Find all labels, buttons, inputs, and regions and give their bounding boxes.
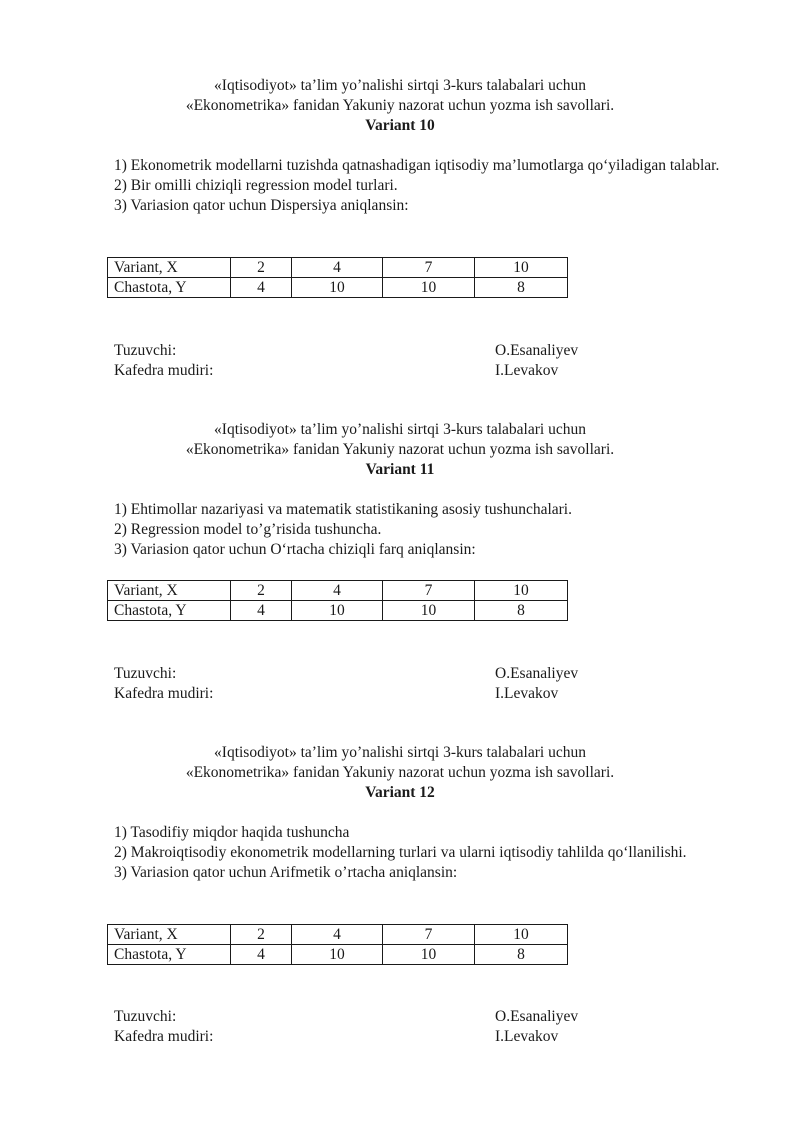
table-cell: 10 <box>475 925 568 945</box>
table-cell: 10 <box>383 278 475 298</box>
question-1: 1) Ekonometrik modellarni tuzishda qatnashadigan iqtisodiy ma’lumotlarga qo‘yiladigan talablar. <box>114 157 720 174</box>
author-name: O.Esanaliyev <box>495 665 579 682</box>
table-cell: 4 <box>231 278 292 298</box>
header-line-2: «Ekonometrika» fanidan Yakuniy nazorat uchun yozma ish savollari. <box>185 441 615 458</box>
table-row <box>108 278 568 298</box>
frequency-table <box>107 257 568 298</box>
table-row <box>108 601 568 621</box>
signature-block <box>114 341 714 381</box>
author-name: O.Esanaliyev <box>495 1008 579 1025</box>
table-cell: 10 <box>475 258 568 278</box>
head-name: I.Levakov <box>495 1028 559 1045</box>
table-cell: 4 <box>292 258 383 278</box>
variant-header <box>0 743 800 803</box>
question-3: 3) Variasion qator uchun O‘rtacha chiziqli farq aniqlansin: <box>114 541 476 558</box>
signature-row <box>114 361 714 381</box>
signature-row <box>114 1027 714 1047</box>
author-name: O.Esanaliyev <box>495 342 579 359</box>
row-label: Variant, X <box>108 925 231 945</box>
row-label: Chastota, Y <box>108 601 231 621</box>
head-name: I.Levakov <box>495 362 559 379</box>
signature-row <box>114 1007 714 1027</box>
signature-block <box>114 1007 714 1047</box>
table-row <box>108 945 568 965</box>
table-cell: 7 <box>383 258 475 278</box>
table-cell: 8 <box>475 945 568 965</box>
header-line-1: «Iqtisodiyot» ta’lim yo’nalishi sirtqi 3-kurs talabalari uchun <box>214 421 586 438</box>
row-label: Variant, X <box>108 581 231 601</box>
question-3: 3) Variasion qator uchun Arifmetik o’rtacha aniqlansin: <box>114 864 458 881</box>
signature-row <box>114 684 714 704</box>
table-cell: 8 <box>475 278 568 298</box>
header-line-2: «Ekonometrika» fanidan Yakuniy nazorat uchun yozma ish savollari. <box>185 97 615 114</box>
question-2: 2) Regression model to’g’risida tushuncha. <box>114 521 382 538</box>
question-3: 3) Variasion qator uchun Dispersiya aniqlansin: <box>114 197 409 214</box>
table-cell: 10 <box>383 945 475 965</box>
table-row <box>108 581 568 601</box>
variant-11-block <box>0 420 800 560</box>
header-line-1: «Iqtisodiyot» ta’lim yo’nalishi sirtqi 3-kurs talabalari uchun <box>214 77 586 94</box>
frequency-table <box>107 580 568 621</box>
signature-row <box>114 341 714 361</box>
head-name: I.Levakov <box>495 685 559 702</box>
head-role: Kafedra mudiri: <box>114 685 214 702</box>
table-cell: 10 <box>292 601 383 621</box>
table-cell: 4 <box>292 925 383 945</box>
row-label: Chastota, Y <box>108 278 231 298</box>
frequency-table <box>107 924 568 965</box>
question-1: 1) Ehtimollar nazariyasi va matematik statistikaning asosiy tushunchalari. <box>114 501 572 518</box>
table-cell: 2 <box>231 258 292 278</box>
table-cell: 2 <box>231 581 292 601</box>
signature-row <box>114 664 714 684</box>
author-role: Tuzuvchi: <box>114 665 177 682</box>
variant-header <box>0 76 800 136</box>
head-role: Kafedra mudiri: <box>114 1028 214 1045</box>
table-cell: 10 <box>383 601 475 621</box>
table-cell: 4 <box>292 581 383 601</box>
table-cell: 10 <box>292 945 383 965</box>
question-list <box>114 500 744 560</box>
question-1: 1) Tasodifiy miqdor haqida tushuncha <box>114 824 350 841</box>
question-2: 2) Makroiqtisodiy ekonometrik modellarning turlari va ularni iqtisodiy tahlilda qo‘llanilishi. <box>114 844 687 861</box>
row-label: Variant, X <box>108 258 231 278</box>
header-line-1: «Iqtisodiyot» ta’lim yo’nalishi sirtqi 3-kurs talabalari uchun <box>214 744 586 761</box>
variant-title: Variant 10 <box>365 117 435 134</box>
signature-block <box>114 664 714 704</box>
variant-12-block <box>0 743 800 883</box>
table-cell: 7 <box>383 925 475 945</box>
table-cell: 4 <box>231 945 292 965</box>
author-role: Tuzuvchi: <box>114 1008 177 1025</box>
table-cell: 10 <box>475 581 568 601</box>
header-line-2: «Ekonometrika» fanidan Yakuniy nazorat uchun yozma ish savollari. <box>185 764 615 781</box>
table-cell: 4 <box>231 601 292 621</box>
author-role: Tuzuvchi: <box>114 342 177 359</box>
variant-10-block <box>0 76 800 216</box>
variant-title: Variant 12 <box>365 784 435 801</box>
question-list <box>114 156 744 216</box>
table-row <box>108 925 568 945</box>
table-cell: 10 <box>292 278 383 298</box>
table-cell: 2 <box>231 925 292 945</box>
table-cell: 7 <box>383 581 475 601</box>
table-row <box>108 258 568 278</box>
question-list <box>114 823 744 883</box>
variant-title: Variant 11 <box>365 461 435 478</box>
variant-header <box>0 420 800 480</box>
table-cell: 8 <box>475 601 568 621</box>
row-label: Chastota, Y <box>108 945 231 965</box>
head-role: Kafedra mudiri: <box>114 362 214 379</box>
question-2: 2) Bir omilli chiziqli regression model turlari. <box>114 177 398 194</box>
